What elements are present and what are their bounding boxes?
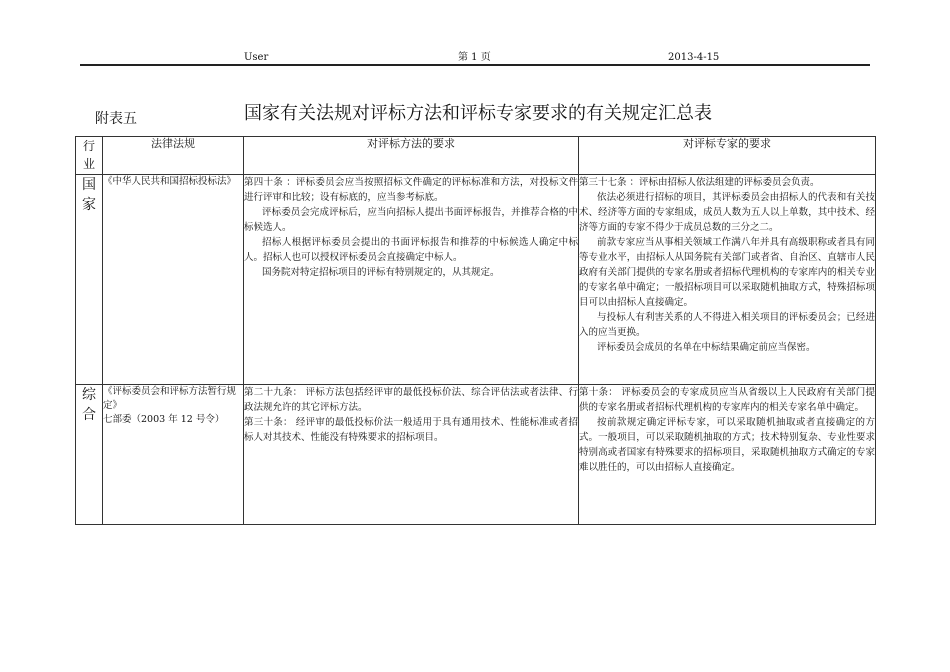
industry-char: 国 [82, 177, 96, 193]
header-method: 对评标方法的要求 [244, 137, 579, 175]
law-cell [103, 385, 244, 525]
expert-paragraph: 前款专家应当从事相关领域工作满八年并具有高级职称或者具有同等专业水平，由招标人从国务院有关部门或者省、自治区、直辖市人民政府有关部门提供的专家名册或者招标代理机构的专家库内的相关专业的专家名单中确定；一般招标项目可以采取随机抽取方式，特殊招标项目可以由招标人直接确定。 [579, 237, 875, 308]
header-industry-line1: 行 [82, 139, 95, 153]
header-user: User [244, 52, 269, 63]
method-paragraph: 招标人根据评标委员会提出的书面评标报告和推荐的中标候选人确定中标人。招标人也可以授权评标委员会直接确定中标人。 [244, 237, 578, 263]
law-name: 《中华人民共和国招标投标法》 [103, 176, 237, 187]
method-paragraph: 第三十条： 经评审的最低投标价法一般适用于具有通用技术、性能标准或者招标人对其技术、性能没有特殊要求的招标项目。 [244, 417, 578, 443]
method-cell [244, 385, 579, 525]
expert-paragraph: 第三十七条 ：评标由招标人依法组建的评标委员会负责。 [579, 177, 820, 188]
industry-char: 综 [82, 387, 96, 403]
method-paragraph: 第四十条 ：评标委员会应当按照招标文件确定的评标标准和方法，对投标文件进行评审和比较；设有标底的，应当参考标底。 [244, 177, 578, 203]
method-paragraph: 第二十九条： 评标方法包括经评审的最低投标价法、综合评估法或者法律、行政法规允许的其它评标方法。 [244, 387, 578, 413]
header-expert: 对评标专家的要求 [579, 137, 876, 175]
header-page-number: 第 1 页 [458, 52, 491, 63]
law-name: 《评标委员会和评标方法暂行规定》 [103, 386, 237, 411]
law-issuer: 七部委（2003 年 12 号令） [103, 414, 225, 425]
industry-cell [76, 175, 103, 385]
method-paragraph: 评标委员会完成评标后，应当向招标人提出书面评标报告，并推荐合格的中标候选人。 [244, 207, 578, 233]
table-header-row [76, 137, 876, 175]
header-rule [80, 64, 870, 66]
expert-paragraph: 依法必须进行招标的项目，其评标委员会由招标人的代表和有关技术、经济等方面的专家组成，成员人数为五人以上单数，其中技术、经济等方面的专家不得少于成员总数的三分之二。 [579, 192, 875, 233]
table-row [76, 385, 876, 525]
industry-char: 家 [82, 197, 96, 213]
header-date: 2013-4-15 [668, 52, 720, 63]
appendix-label: 附表五 [95, 111, 137, 127]
regulation-summary-table [75, 136, 876, 525]
document-title: 国家有关法规对评标方法和评标专家要求的有关规定汇总表 [244, 103, 712, 124]
expert-paragraph: 评标委员会成员的名单在中标结果确定前应当保密。 [597, 342, 816, 353]
expert-cell [579, 385, 876, 525]
expert-paragraph: 与投标人有利害关系的人不得进入相关项目的评标委员会；已经进入的应当更换。 [579, 312, 875, 338]
method-cell [244, 175, 579, 385]
method-paragraph: 国务院对特定招标项目的评标有特别规定的，从其规定。 [262, 267, 500, 278]
industry-char: 合 [82, 407, 96, 423]
expert-paragraph: 第十条： 评标委员会的专家成员应当从省级以上人民政府有关部门提供的专家名册或者招标代理机构的专家库内的相关专家名单中确定。 [579, 387, 875, 413]
header-industry-line2: 业 [82, 157, 95, 171]
header-law: 法律法规 [103, 137, 244, 175]
law-cell [103, 175, 244, 385]
expert-cell [579, 175, 876, 385]
table-row [76, 175, 876, 385]
header-industry [76, 137, 103, 175]
industry-cell [76, 385, 103, 525]
expert-paragraph: 按前款规定确定评标专家，可以采取随机抽取或者直接确定的方式。一般项目，可以采取随机抽取的方式；技术特别复杂、专业性要求特别高或者国家有特殊要求的招标项目，采取随机抽取方式确定的专家难以胜任的，可以由招标人直接确定。 [579, 417, 875, 473]
